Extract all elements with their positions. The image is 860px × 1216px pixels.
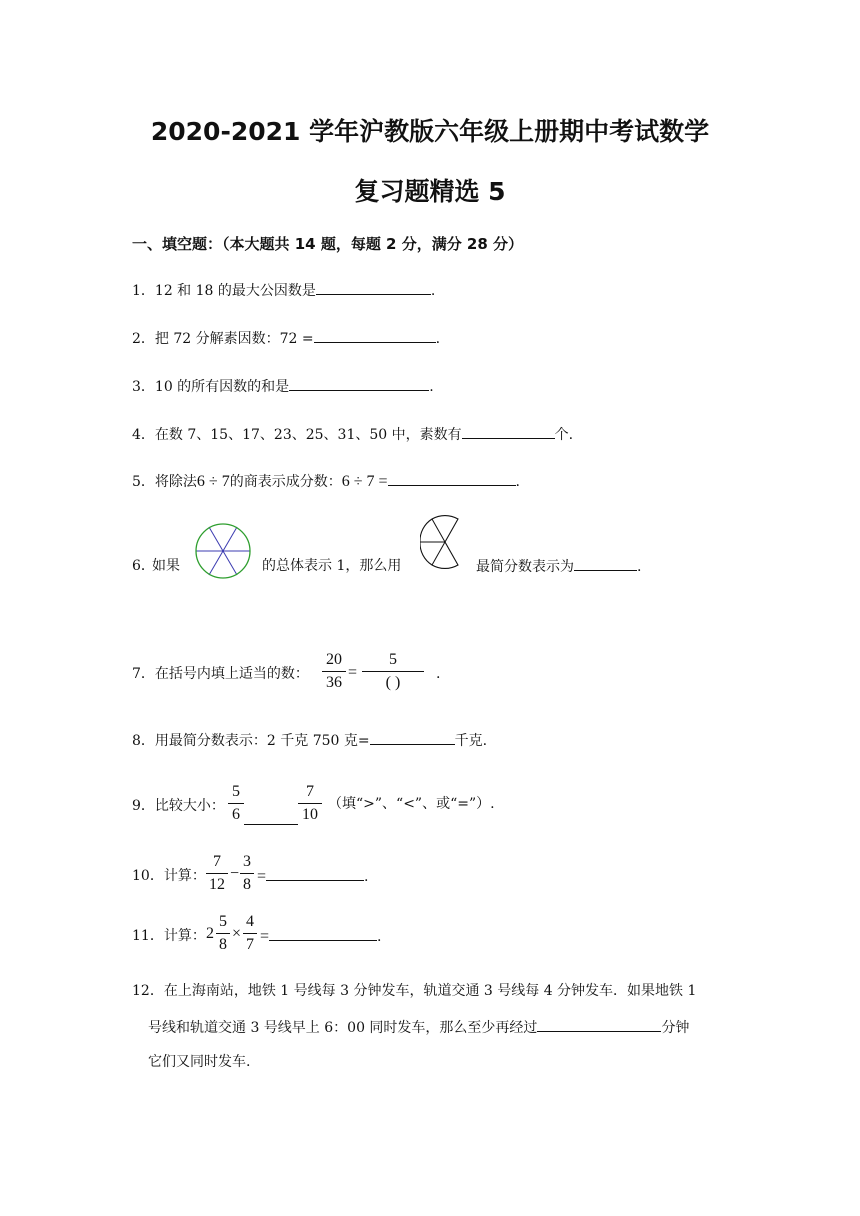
question-text: 将除法 <box>154 474 197 490</box>
denominator: 10 <box>302 806 318 823</box>
question-end: . <box>430 283 436 299</box>
question-number: 8． <box>132 733 155 749</box>
title-line-2: 复习题精选 5 <box>354 177 506 206</box>
question-number: 11． <box>132 928 164 944</box>
question-text: 10 的所有因数的和是 <box>154 379 290 395</box>
equals-sign: = <box>257 868 267 885</box>
numerator: 7 <box>213 853 221 870</box>
title-line-1: 2020-2021 学年沪教版六年级上册期中考试数学 <box>150 117 710 146</box>
question-number: 4． <box>132 427 155 443</box>
numerator: 20 <box>326 651 342 668</box>
fraction-5-8 <box>216 913 230 954</box>
question-text-mid: 的商表示成分数： <box>229 474 342 490</box>
numerator: 5 <box>232 783 240 800</box>
mixed-number-whole: 2 <box>206 925 214 942</box>
question-text: 最简分数表示为 <box>476 559 574 575</box>
section-heading: 一、填空题：（本大题共 14 题，每题 2 分，满分 28 分） <box>132 235 524 253</box>
denominator: 8 <box>243 876 251 893</box>
division-expression-eq: 6 ÷ 7 = <box>341 473 388 490</box>
question-text: 计算： <box>163 928 206 944</box>
numerator: 7 <box>306 783 314 800</box>
fraction-5-6 <box>228 783 244 824</box>
question-10-answer <box>257 866 368 887</box>
question-text: 用最简分数表示：2 千克 750 克= <box>154 733 370 749</box>
question-end: . <box>637 559 642 575</box>
question-number: 2． <box>132 331 155 347</box>
numerator: 3 <box>243 853 251 870</box>
comparison-blank[interactable] <box>244 824 298 825</box>
denominator: 8 <box>219 936 227 953</box>
fraction-4-7 <box>243 913 257 954</box>
minus-sign: − <box>230 865 240 882</box>
question-5 <box>132 471 520 492</box>
question-number: 9． <box>132 798 155 814</box>
answer-blank[interactable] <box>462 424 555 439</box>
question-number: 10． <box>132 868 164 884</box>
question-text: 计算： <box>163 868 206 884</box>
times-sign: × <box>232 925 242 942</box>
question-12-line-2 <box>148 1017 689 1038</box>
denominator-blank[interactable]: ( ) <box>385 674 401 691</box>
question-number: 12． <box>132 983 164 999</box>
question-number: 7． <box>132 666 155 682</box>
equals-sign: = <box>260 928 270 945</box>
fraction-20-36 <box>322 651 346 692</box>
partial-circle-icon <box>420 514 470 570</box>
question-end: . <box>429 379 434 395</box>
question-number: 1． <box>132 283 155 299</box>
whole-circle-icon <box>194 522 252 580</box>
answer-blank[interactable] <box>370 730 455 745</box>
question-8 <box>132 730 487 751</box>
question-2 <box>132 328 440 349</box>
question-6-text-b: 的总体表示 1，那么用 <box>262 558 402 574</box>
question-7-text <box>132 664 309 684</box>
question-text: 在括号内填上适当的数： <box>154 666 309 682</box>
question-11-answer <box>260 926 381 947</box>
question-9-text <box>132 796 225 816</box>
answer-blank[interactable] <box>266 866 364 881</box>
question-text: 在数 7、15、17、23、25、31、50 中，素数有 <box>154 427 462 443</box>
question-end: 千克. <box>454 733 488 749</box>
question-1 <box>132 280 435 301</box>
numerator: 5 <box>219 913 227 930</box>
question-4 <box>132 424 573 445</box>
answer-blank[interactable] <box>388 471 516 486</box>
fraction-7-12 <box>206 853 228 894</box>
question-end: . <box>364 869 369 885</box>
question-text: 12 和 18 的最大公因数是 <box>154 283 316 299</box>
division-expression: 6 ÷ 7 <box>196 473 230 490</box>
question-11-text <box>132 926 206 946</box>
question-text: 把 72 分解素因数：72 = <box>154 331 314 347</box>
question-3 <box>132 376 434 397</box>
answer-blank[interactable] <box>289 376 429 391</box>
question-6-number: 6． <box>132 558 155 574</box>
equals-sign: = <box>348 664 358 681</box>
question-number: 3． <box>132 379 155 395</box>
denominator: 36 <box>326 674 342 691</box>
answer-blank[interactable] <box>316 280 431 295</box>
question-end: . <box>435 331 441 347</box>
answer-blank[interactable] <box>537 1017 661 1032</box>
denominator: 6 <box>232 806 240 823</box>
question-12-line-1 <box>132 981 696 1001</box>
question-end: . <box>515 474 520 490</box>
question-end: 个. <box>554 427 574 443</box>
numerator: 5 <box>389 651 397 668</box>
answer-blank[interactable] <box>574 556 637 571</box>
numerator: 4 <box>246 913 254 930</box>
fraction-5-blank <box>362 651 424 692</box>
fraction-3-8 <box>240 853 254 894</box>
answer-blank[interactable] <box>314 328 436 343</box>
question-12-line-3: 它们又同时发车. <box>148 1054 251 1070</box>
comparison-hint: （填“>”、“<”、或“=”）. <box>328 796 495 812</box>
question-end: . <box>377 929 382 945</box>
answer-blank[interactable] <box>269 926 377 941</box>
question-text-unit: 分钟 <box>661 1020 690 1036</box>
question-6-text-a: 如果 <box>152 558 180 574</box>
denominator: 7 <box>246 936 254 953</box>
question-10-text <box>132 866 206 886</box>
denominator: 12 <box>209 876 225 893</box>
fraction-7-10 <box>298 783 322 824</box>
question-text: 号线和轨道交通 3 号线早上 6：00 同时发车，那么至少再经过 <box>148 1020 538 1036</box>
question-text: 比较大小： <box>154 798 225 814</box>
question-end: . <box>436 666 441 682</box>
question-6-text-c <box>476 556 641 577</box>
question-text: 在上海南站，地铁 1 号线每 3 分钟发车，轨道交通 3 号线每 4 分钟发车．如果地铁 1 <box>163 983 697 999</box>
question-number: 5． <box>132 474 155 490</box>
